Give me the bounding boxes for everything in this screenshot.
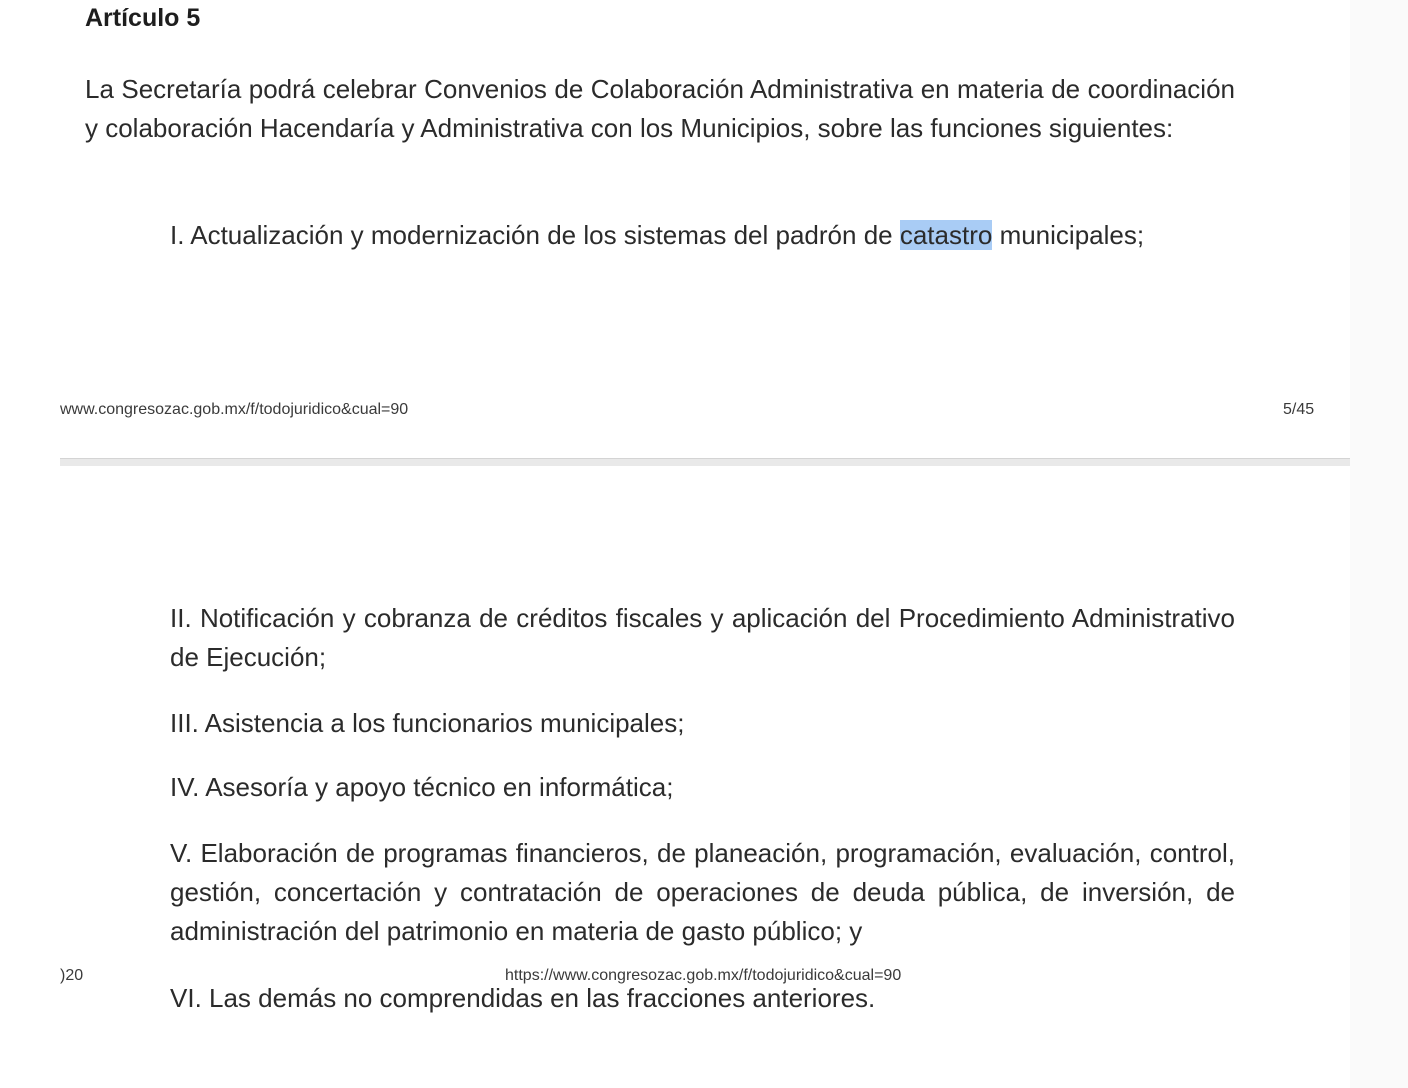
pdf-page-5 — [0, 0, 1350, 462]
selected-search-term[interactable]: catastro — [899, 220, 993, 250]
article-intro-paragraph: La Secretaría podrá celebrar Convenios de Colaboración Administrativa en materia de coordinación y colaboración Hacendaría y Administrativa con los Municipios, sobre las funciones siguientes: — [85, 74, 1235, 143]
article-heading: Artículo 5 — [85, 4, 201, 32]
fraction-i — [170, 216, 1240, 255]
page-footer-number: 5/45 — [1283, 401, 1315, 418]
fraction-iv: IV. Asesoría y apoyo técnico en informática; — [170, 772, 674, 802]
fraction-i-text-before: I. Actualización y modernización de los sistemas del padrón de — [170, 220, 900, 250]
page-footer-url: www.congresozac.gob.mx/f/todojuridico&cual=90 — [60, 401, 409, 418]
fraction-vi: VI. Las demás no comprendidas en las fracciones anteriores. — [170, 983, 876, 1013]
fraction-i-text-after: municipales; — [992, 220, 1145, 250]
page-header-date: )20 — [60, 967, 84, 984]
viewer-right-margin — [1348, 0, 1408, 1088]
fraction-ii: II. Notificación y cobranza de créditos fiscales y aplicación del Procedimiento Administrativo de Ejecución; — [170, 603, 1235, 672]
page-header-url: https://www.congresozac.gob.mx/f/todojuridico&cual=90 — [505, 967, 902, 984]
fraction-iii: III. Asistencia a los funcionarios municipales; — [170, 708, 685, 738]
fraction-v: V. Elaboración de programas financieros, de planeación, programación, evaluación, control, gestión, concertación y contratación de operaciones de deuda pública, de inversión, de administración del patrimonio en materia de gasto público; y — [170, 838, 1235, 946]
